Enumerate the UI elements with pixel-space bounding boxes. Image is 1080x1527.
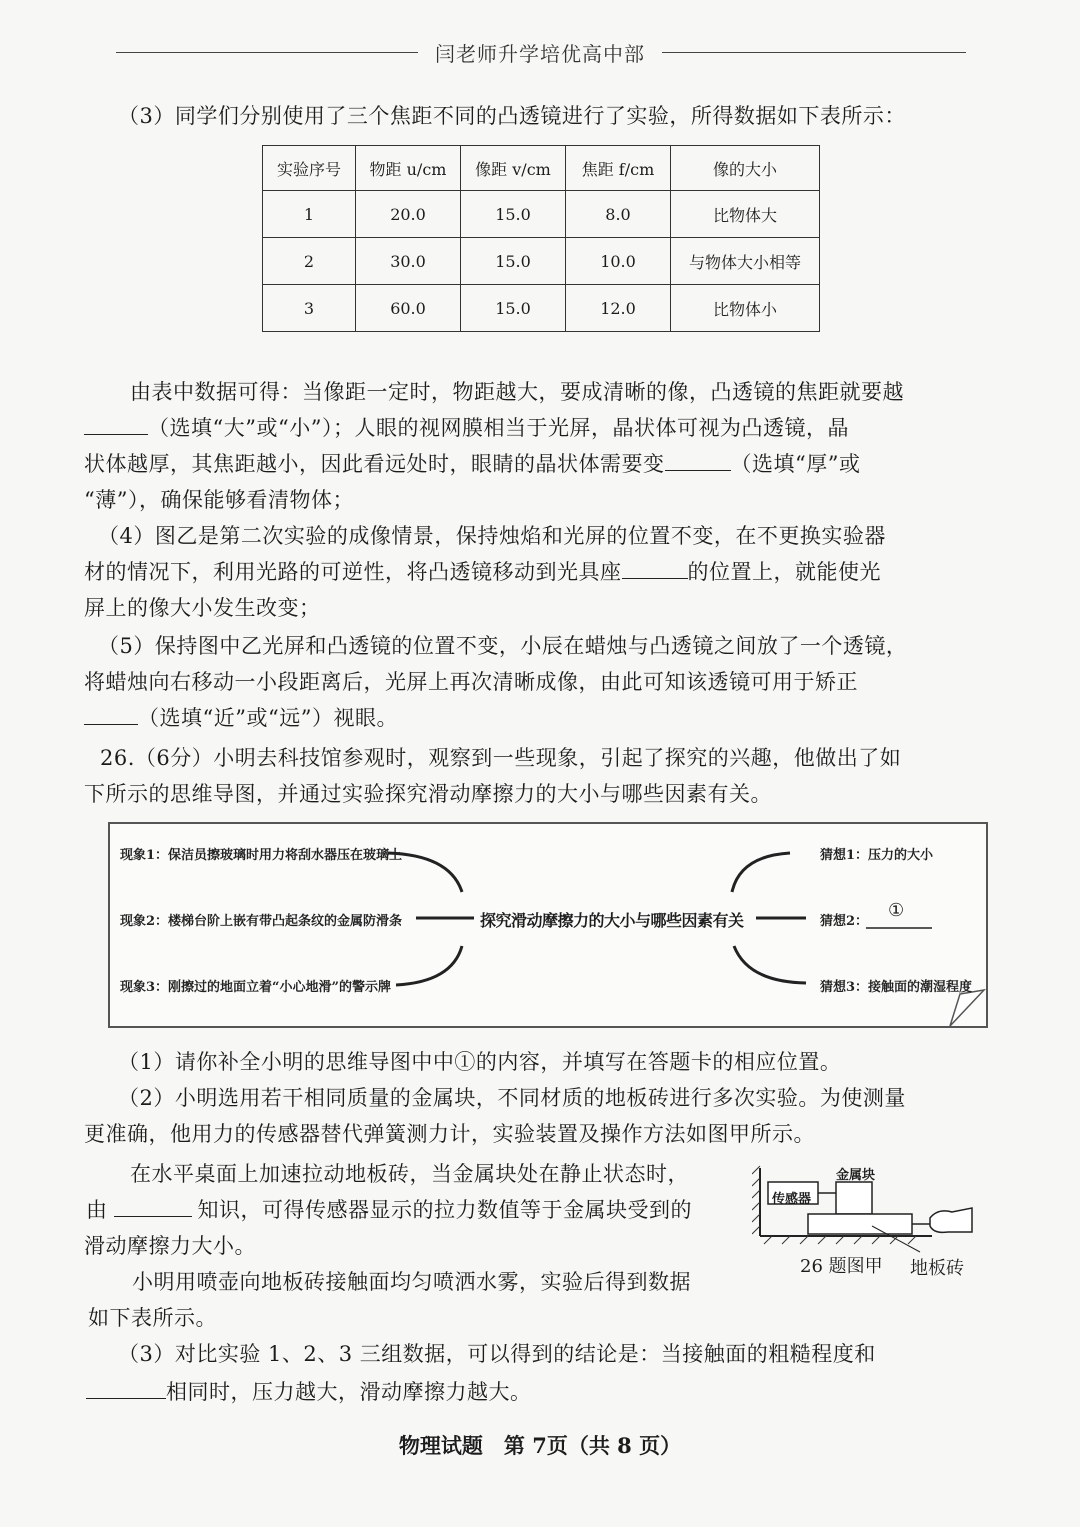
connector-line — [732, 853, 790, 892]
table-cell: 60.0 — [356, 285, 461, 332]
guess-2: 猜想2： — [820, 914, 869, 929]
q26-sub-2-line-5: 滑动摩擦力大小。 — [84, 1234, 256, 1258]
table-header-cell: 焦距 f/cm — [566, 146, 671, 191]
q5-line-1: （5）保持图中乙光屏和凸透镜的位置不变，小辰在蜡烛与凸透镜之间放了一个透镜， — [98, 634, 908, 658]
table-cell: 15.0 — [461, 285, 566, 332]
q3-line-2: （选填“大”或“小”）；人眼的视网膜相当于光屏，晶状体可视为凸透镜，晶 — [84, 410, 849, 446]
table-cell: 15.0 — [461, 191, 566, 238]
metal-block — [836, 1182, 872, 1214]
q3-line-3: 状体越厚，其焦距越小，因此看远处时，眼睛的晶状体需要变 （选填“厚”或 — [84, 446, 860, 482]
table-header-cell: 物距 u/cm — [356, 146, 461, 191]
table-cell: 8.0 — [566, 191, 671, 238]
table-header-cell: 像的大小 — [671, 146, 820, 191]
answer-blank[interactable] — [86, 1376, 166, 1399]
q3-line-1: 由表中数据可得：当像距一定时，物距越大，要成清晰的像，凸透镜的焦距就要越 — [130, 380, 904, 404]
connector-line — [396, 946, 462, 985]
q26-line-1: 26.（6分）小明去科技馆参观时，观察到一些现象，引起了探究的兴趣，他做出了如 — [100, 746, 902, 770]
sensor-label: 传感器 — [772, 1192, 812, 1207]
guess-1: 猜想1：压力的大小 — [820, 848, 934, 863]
answer-blank[interactable] — [114, 1194, 192, 1217]
q26-sub-2-line-3: 在水平桌面上加速拉动地板砖，当金属块处在静止状态时， — [130, 1162, 689, 1186]
table-cell: 30.0 — [356, 238, 461, 285]
blank-marker: ① — [888, 900, 905, 921]
table-cell: 比物体小 — [671, 285, 820, 332]
table-cell: 12.0 — [566, 285, 671, 332]
q3-intro: （3）同学们分别使用了三个焦距不同的凸透镜进行了实验，所得数据如下表所示： — [118, 104, 906, 128]
q26-sub-3-line-2: 相同时，压力越大，滑动摩擦力越大。 — [86, 1374, 532, 1410]
q26-sub-1: （1）请你补全小明的思维导图中中①的内容，并填写在答题卡的相应位置。 — [118, 1050, 842, 1074]
page-fold-corner — [950, 990, 984, 1026]
guess-3: 猜想3：接触面的潮湿程度 — [820, 980, 973, 995]
q26-sub-3-line-1: （3）对比实验 1、2、3 三组数据，可以得到的结论是：当接触面的粗糙程度和 — [118, 1342, 876, 1366]
mind-map-center: 探究滑动摩擦力的大小与哪些因素有关 — [480, 911, 744, 930]
floor-tile — [808, 1214, 912, 1234]
table-cell: 10.0 — [566, 238, 671, 285]
q26-sub-2-line-1: （2）小明选用若干相同质量的金属块，不同材质的地板砖进行多次实验。为使测量 — [118, 1086, 906, 1110]
block-label: 金属块 — [836, 1168, 876, 1183]
q26-sub-2-line-2: 更准确，他用力的传感器替代弹簧测力计，实验装置及操作方法如图甲所示。 — [84, 1122, 815, 1146]
table-cell: 15.0 — [461, 238, 566, 285]
page-footer: 物理试题 第 7页（共 8 页） — [398, 1433, 682, 1458]
phenomenon-1: 现象1：保洁员擦玻璃时用力将刮水器压在玻璃上 — [120, 848, 403, 863]
phenomenon-3: 现象3：刚擦过的地面立着“小心地滑”的警示牌 — [120, 980, 392, 995]
q4-line-3: 屏上的像大小发生改变； — [84, 596, 321, 620]
table-cell: 1 — [263, 191, 356, 238]
connector-line — [734, 946, 806, 983]
q5-line-2: 将蜡烛向右移动一小段距离后，光屏上再次清晰成像，由此可知该透镜可用于矫正 — [84, 670, 858, 694]
table-cell: 与物体大小相等 — [671, 238, 820, 285]
table-header-cell: 像距 v/cm — [461, 146, 566, 191]
q3-line-4: “薄”），确保能够看清物体； — [84, 488, 354, 512]
tile-label: 地板砖 — [910, 1258, 964, 1279]
q5-line-3: （选填“近”或“远”）视眼。 — [84, 700, 398, 736]
hand-icon — [930, 1208, 972, 1232]
table-cell: 20.0 — [356, 191, 461, 238]
figure-caption: 26 题图甲 — [800, 1256, 883, 1277]
q4-line-1: （4）图乙是第二次实验的成像情景，保持烛焰和光屏的位置不变，在不更换实验器 — [98, 524, 886, 548]
table-cell: 比物体大 — [671, 191, 820, 238]
table-header-cell: 实验序号 — [263, 146, 356, 191]
header-title: 闫老师升学培优高中部 — [0, 38, 1080, 67]
q26-sub-2-line-6: 小明用喷壶向地板砖接触面均匀喷洒水雾，实验后得到数据 — [132, 1270, 691, 1294]
table-cell: 2 — [263, 238, 356, 285]
q26-line-2: 下所示的思维导图，并通过实验探究滑动摩擦力的大小与哪些因素有关。 — [84, 782, 772, 806]
q26-sub-2-line-4: 由 知识，可得传感器显示的拉力数值等于金属块受到的 — [86, 1192, 692, 1228]
q4-line-2: 材的情况下，利用光路的可逆性，将凸透镜移动到光具座 的位置上，就能使光 — [84, 554, 881, 590]
q26-sub-2-line-7: 如下表所示。 — [88, 1306, 217, 1330]
table-cell: 3 — [263, 285, 356, 332]
phenomenon-2: 现象2：楼梯台阶上嵌有带凸起条纹的金属防滑条 — [120, 914, 403, 929]
